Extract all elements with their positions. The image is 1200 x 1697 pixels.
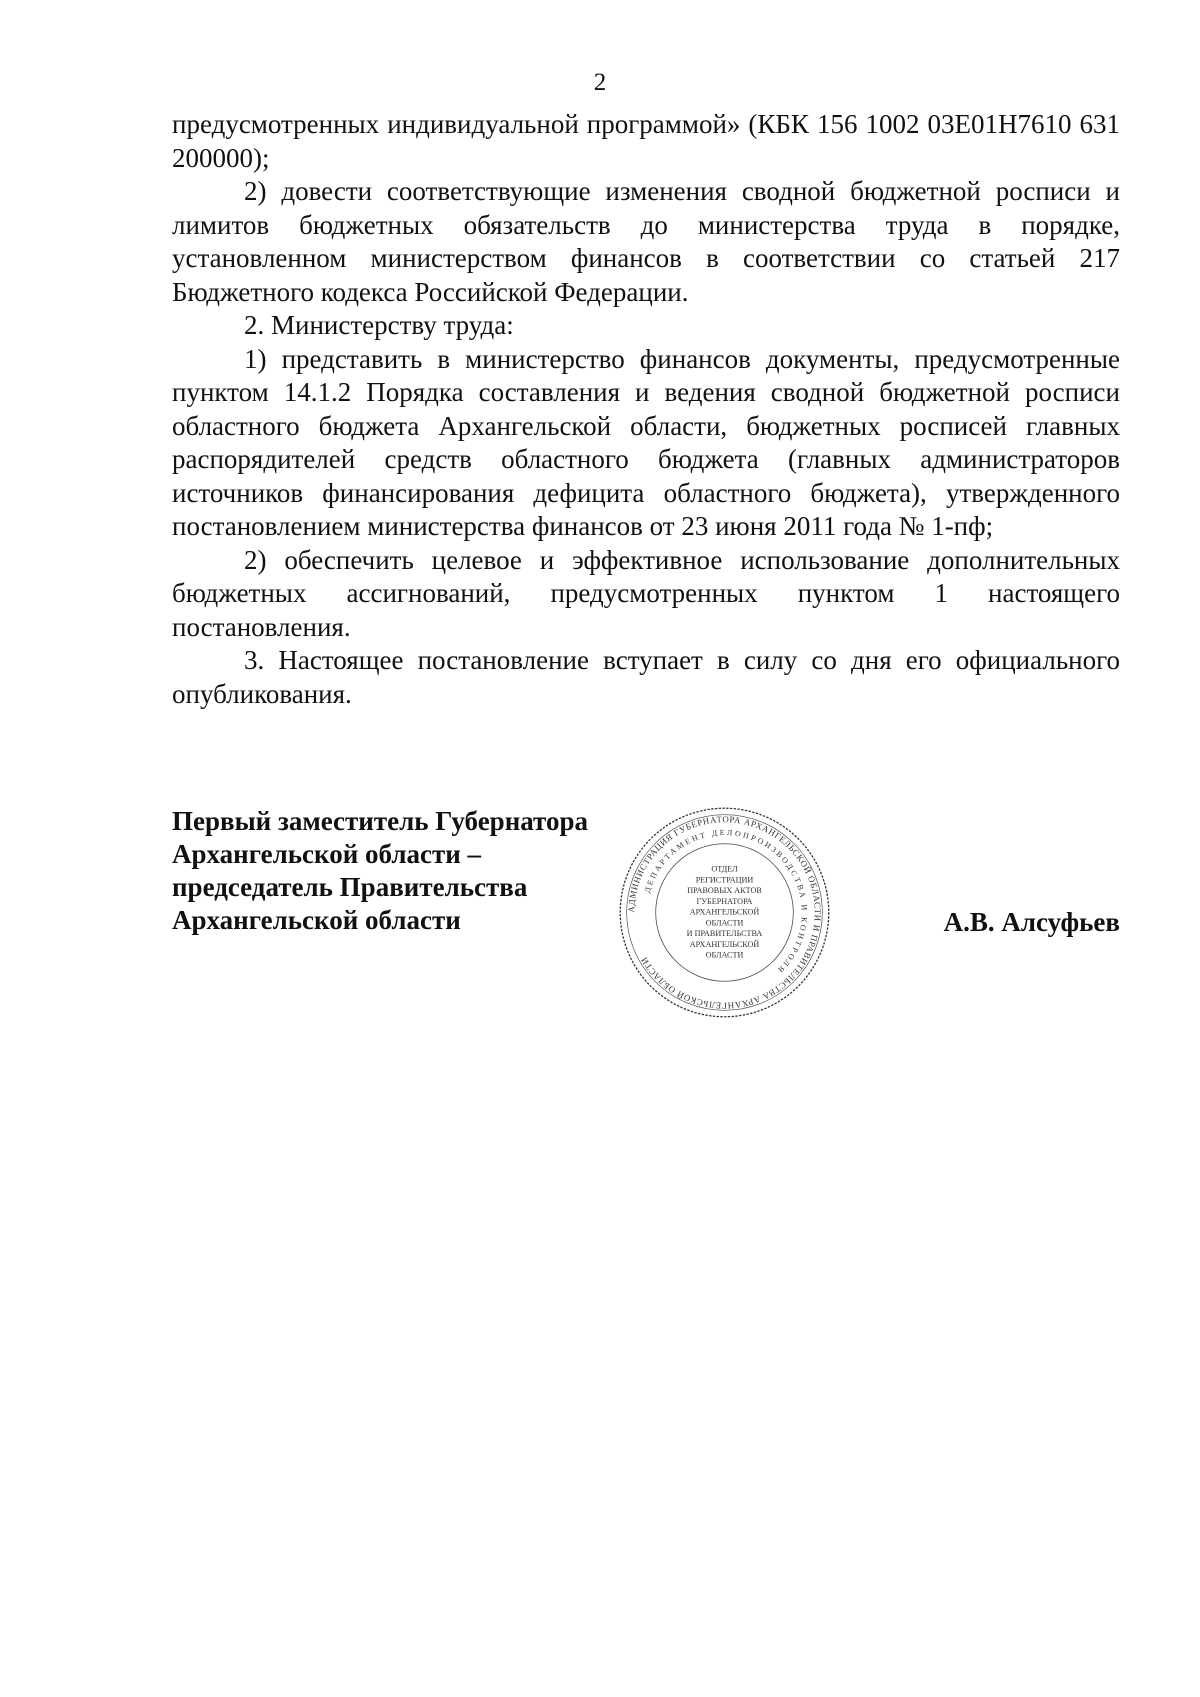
svg-text:РЕГИСТРАЦИИ: РЕГИСТРАЦИИ: [695, 875, 754, 885]
page-number: 2: [593, 69, 607, 96]
stamp-ring-text: АДМИНИСТРАЦИЯ ГУБЕРНАТОРА АРХАНГЕЛЬСКОЙ ОБЛАСТИ И ПРАВИТЕЛЬСТВА АРХАНГЕЛЬСКОЙ ОБЛАСТИ: [626, 814, 823, 1011]
signatory-title: [172, 805, 652, 937]
paragraph-section-2-item-1: 1) представить в министерство финансов документы, предусмотренные пунктом 14.1.2 Порядка составления и ведения сводной бюджетной росписи областного бюджета Архангельской области, бюджетных росписей главных распорядителей средств областного бюджета (главных администраторов источников финансирования дефицита областного бюджета), утвержденного постановлением министерства финансов от 23 июня 2011 года № 1-пф;: [172, 343, 1120, 541]
signature-block: [172, 805, 1120, 1025]
svg-text:ПРАВОВЫХ АКТОВ: ПРАВОВЫХ АКТОВ: [687, 886, 762, 896]
svg-text:ОБЛАСТИ: ОБЛАСТИ: [705, 918, 744, 928]
paragraph-section-2-item-2: 2) обеспечить целевое и эффективное использование дополнительных бюджетных ассигнований, предусмотренных пунктом 1 настоящего постановления.: [172, 544, 1120, 642]
svg-text:ОБЛАСТИ: ОБЛАСТИ: [705, 950, 744, 960]
svg-text:И ПРАВИТЕЛЬСТВА: И ПРАВИТЕЛЬСТВА: [686, 929, 763, 939]
document-body: [172, 108, 1120, 711]
paragraph-continuation: предусмотренных индивидуальной программой» (КБК 156 1002 03Е01Н7610 631 200000);: [172, 109, 1120, 173]
registration-stamp: [617, 805, 832, 1020]
stamp-seal-image: [617, 805, 832, 1020]
paragraph-section-2: 2. Министерству труда:: [244, 310, 514, 340]
signatory-title-line: Архангельской области –: [172, 839, 482, 869]
paragraph-item-1-2: 2) довести соответствующие изменения сводной бюджетной росписи и лимитов бюджетных обязательств до министерства труда в порядке, установленном министерством финансов в соответствии со статьей 217 Бюджетного кодекса Российской Федерации.: [172, 176, 1120, 307]
svg-text:ОТДЕЛ: ОТДЕЛ: [711, 864, 738, 874]
signatory-title-line: Архангельской области: [172, 905, 461, 935]
svg-text:АРХАНГЕЛЬСКОЙ: АРХАНГЕЛЬСКОЙ: [689, 907, 760, 917]
signatory-title-line: Первый заместитель Губернатора: [172, 806, 588, 836]
signatory-name: А.В. Алсуфьев: [943, 907, 1120, 937]
svg-text:ГУБЕРНАТОРА: ГУБЕРНАТОРА: [696, 896, 753, 906]
svg-text:АРХАНГЕЛЬСКОЙ: АРХАНГЕЛЬСКОЙ: [689, 939, 760, 949]
stamp-inner-ring-text: ДЕПАРТАМЕНТ ДЕЛОПРОИЗВОДСТВА И КОНТРОЛЯ: [642, 828, 809, 976]
paragraph-section-3: 3. Настоящее постановление вступает в силу со дня его официального опубликования.: [172, 645, 1120, 709]
stamp-center-text: [687, 865, 763, 960]
signatory-title-line: председатель Правительства: [172, 872, 528, 902]
